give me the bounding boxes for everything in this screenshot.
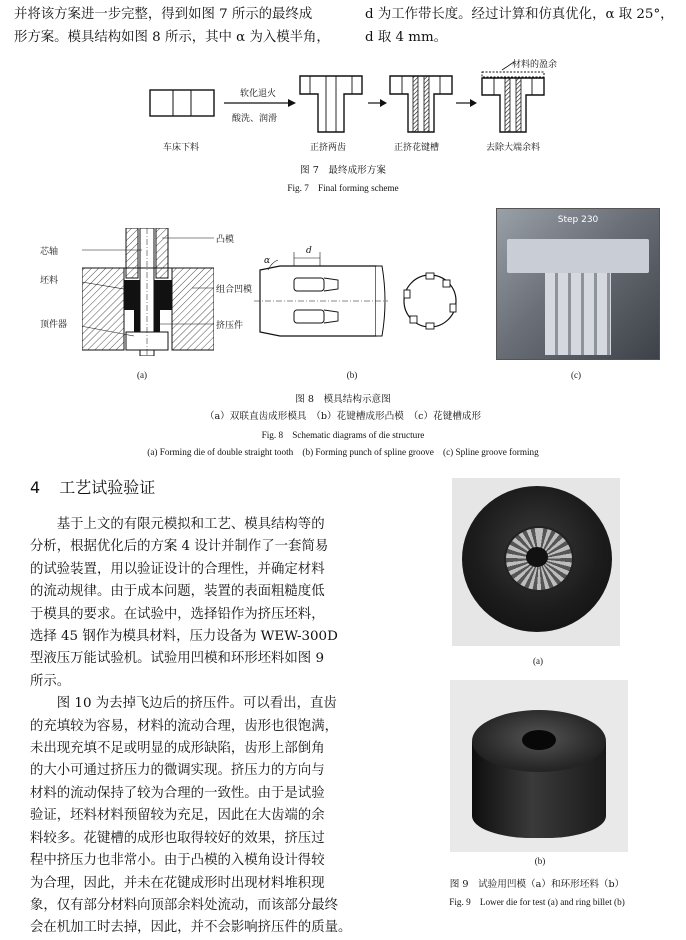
body-line: 验证，坯料材料预留较为充足，因此在大齿端的余 <box>30 808 325 824</box>
stage-remove-excess-shape <box>482 62 544 132</box>
figure-9a-photo <box>452 478 620 646</box>
die-center-hole <box>526 547 548 567</box>
fig8-caption-zh: 图 8 模具结构示意图 <box>295 394 391 405</box>
fig7-excess-label: 材料的盈余 <box>512 60 558 70</box>
process-arrow-head <box>380 99 387 107</box>
fig9-caption-en: Fig. 9 Lower die for test (a) and ring billet (b) <box>449 897 625 907</box>
stage-two-teeth-shape <box>300 76 362 132</box>
fig8c-step-title: Step 230 <box>557 215 599 225</box>
text-line: 并将该方案进一步完整，得到如图 7 所示的最终成 <box>14 7 313 22</box>
fig7-stage-label: 车床下料 <box>163 143 200 153</box>
figure-8b-punch-diagram <box>254 240 469 350</box>
body-line: 选择 45 钢作为模具材料，压力设备为 WEW-300D <box>30 629 338 645</box>
fig8a-label-punch: 凸模 <box>216 235 235 245</box>
fig8a-label-extrusion: 挤压件 <box>216 321 244 331</box>
body-line: 材料的流动保持了较为合理的一致性。由于是试验 <box>30 785 325 801</box>
fig8-sub-b: (b) <box>346 370 358 380</box>
ring-billet-hole <box>522 730 556 750</box>
fig8a-label-combined-die: 组合凹模 <box>216 285 253 295</box>
fig8-sub-c: (c) <box>571 370 581 380</box>
section-heading <box>30 475 155 498</box>
fig8b-dim-alpha: α <box>264 256 271 266</box>
fig8-caption-zh-sub: （a）双联直齿成形模具 （b）花键槽成形凸模 （c）花键槽成形 <box>204 411 482 422</box>
body-line: 的试验装置，用以验证设计的合理性，并确定材料 <box>30 561 325 577</box>
process-arrow <box>224 99 296 107</box>
body-line: 的流动规律。由于成本问题，装置的表面粗糙度低 <box>30 584 325 600</box>
body-line: 所示。 <box>30 673 71 689</box>
section-number: 4 <box>30 478 41 497</box>
fig7-caption-en: Fig. 7 Final forming scheme <box>287 183 399 193</box>
fig7-caption-zh: 图 7 最终成形方案 <box>300 165 386 176</box>
fig9-sub-a: (a) <box>533 656 543 666</box>
body-line: 图 10 为去掉飞边后的挤压件。可以看出，直齿 <box>30 696 337 712</box>
body-line: 会在机加工时去掉，因此，并不会影响挤压件的质量。 <box>30 920 352 936</box>
fig7-stage-label: 正挤花键槽 <box>394 143 440 153</box>
fig8-sub-a: (a) <box>137 370 147 380</box>
body-line: 的大小可通过挤压力的微调实现。挤压力的方向与 <box>30 763 325 779</box>
top-text-right <box>365 4 680 49</box>
fig9-caption-zh: 图 9 试验用凹模（a）和环形坯料（b） <box>449 879 625 890</box>
text-line: d 为工作带长度。经过计算和仿真优化，α 取 25°， <box>365 7 674 22</box>
body-text <box>30 514 360 940</box>
figure-8c-simulation-image <box>496 208 660 360</box>
fig8-caption-en: Fig. 8 Schematic diagrams of die structure <box>261 430 425 440</box>
fig8a-label-mandrel: 芯轴 <box>40 247 59 257</box>
text-line: 形方案。模具结构如图 8 所示，其中 α 为入模半角， <box>14 29 330 45</box>
fig8c-part-shape <box>507 239 649 273</box>
fig8a-label-ejector: 顶件器 <box>40 320 68 330</box>
stage-spline-groove-shape <box>390 76 452 132</box>
fig8c-part-stem <box>545 273 611 355</box>
figure-8a-die-diagram <box>82 228 214 356</box>
fig8b-dim-d: d <box>306 246 312 256</box>
body-line: 未出现充填不足或明显的成形缺陷，齿形上部倒角 <box>30 741 325 757</box>
figure-9b-photo <box>450 680 628 852</box>
body-line: 于模具的要求。在试验中，选择铅作为挤压坯料， <box>30 606 325 622</box>
body-line: 为合理，因此，并未在花键成形时出现材料堆积现 <box>30 875 325 891</box>
body-line: 型液压万能试验机。试验用凹模和环形坯料如图 9 <box>30 651 324 667</box>
text-line: d 取 4 mm。 <box>365 29 448 45</box>
body-line: 分析，根据优化后的方案 4 设计并制作了一套简易 <box>30 539 329 555</box>
body-line: 的充填较为容易，材料的流动合理，齿形也很饱满， <box>30 718 338 734</box>
fig7-stage-label: 去除大端余料 <box>486 143 541 153</box>
fig7-stage-label: 正挤两齿 <box>310 143 347 153</box>
fig7-arrow-label-1: 软化退火 <box>240 89 277 99</box>
body-line: 基于上文的有限元模拟和工艺、模具结构等的 <box>30 517 325 532</box>
fig8a-label-billet: 坯料 <box>40 276 59 286</box>
fig8-caption-en-sub: (a) Forming die of double straight tooth (b) Forming punch of spline groove (c) Spline groove forming <box>147 447 539 457</box>
process-arrow-head <box>470 99 477 107</box>
body-line: 象，仅有部分材料向顶部余料处流动，而该部分最终 <box>30 897 338 913</box>
body-line: 程中挤压力也非常小。由于凸模的入模角设计得较 <box>30 853 325 869</box>
fig9-sub-b: (b) <box>534 856 546 866</box>
section-title: 工艺试验验证 <box>59 478 156 497</box>
top-text-left <box>14 4 344 49</box>
body-line: 料较多。花键槽的成形也取得较好的效果，挤压过 <box>30 830 325 846</box>
fig7-arrow-label-2: 酸洗、润滑 <box>232 114 278 124</box>
stage-rod-shape <box>150 90 214 116</box>
